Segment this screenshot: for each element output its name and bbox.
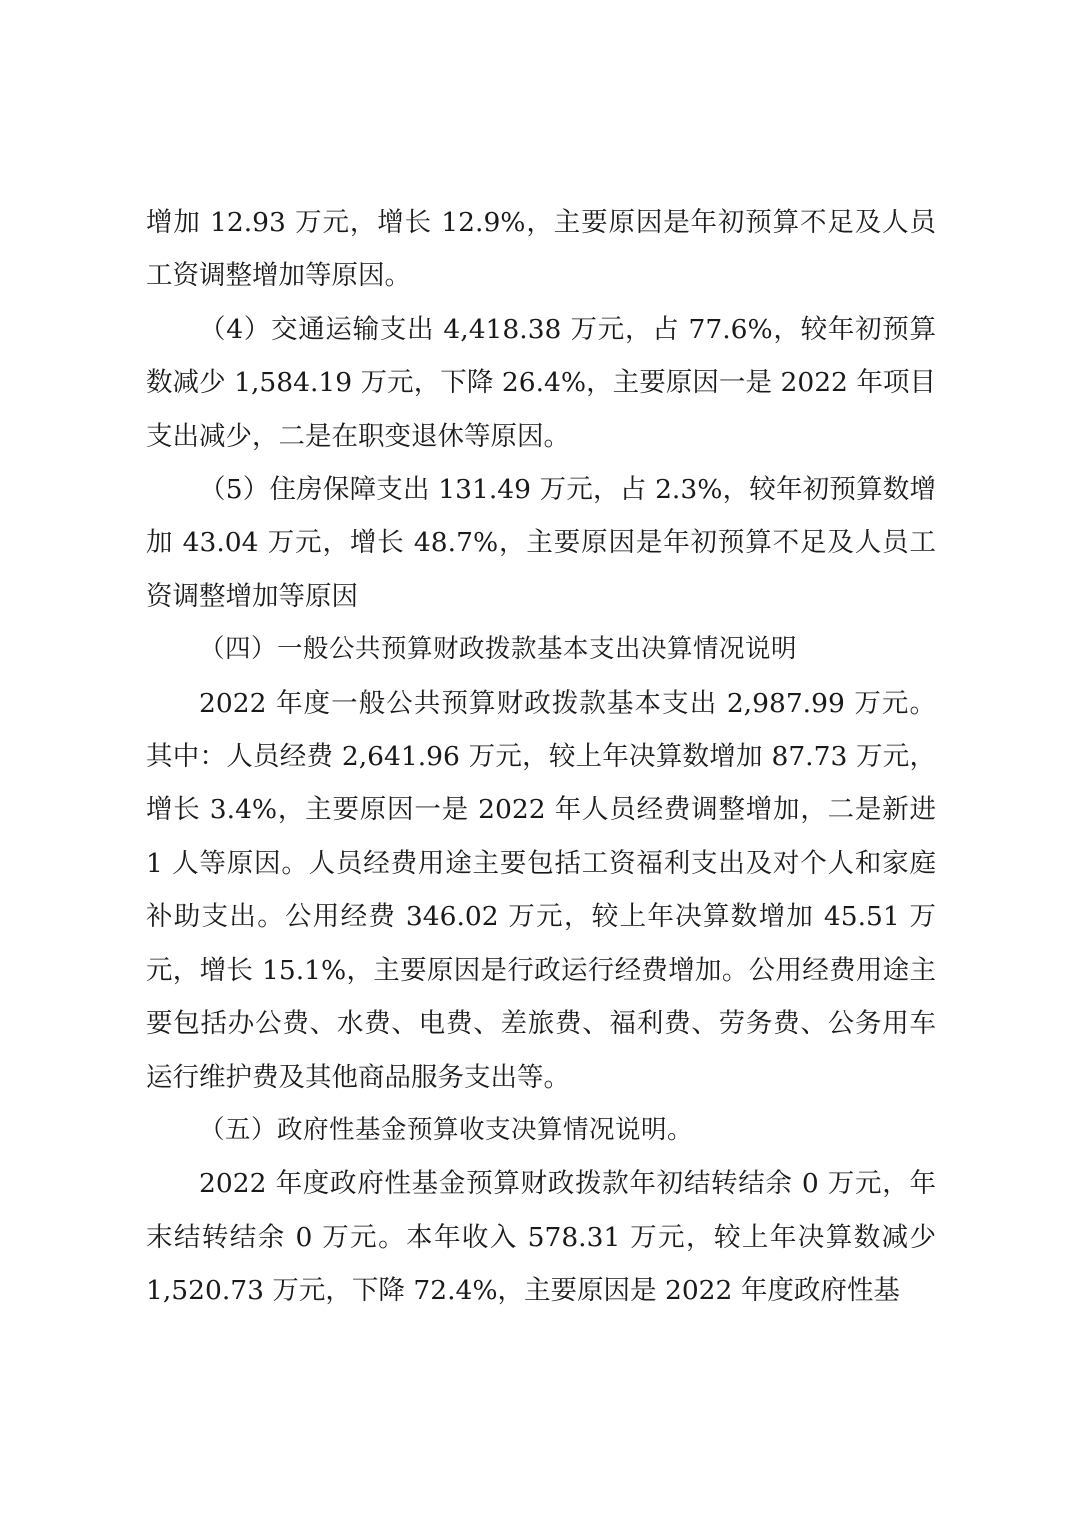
document-body	[146, 196, 936, 1318]
paragraph-government-fund-detail: 2022 年度政府性基金预算财政拨款年初结转结余 0 万元，年末结转结余 0 万元。本年收入 578.31 万元，较上年决算数减少 1,520.73 万元，下降 72.4%，主要原因是 2022 年度政府性基	[146, 1168, 936, 1307]
section-heading-basic-expense: （四）一般公共预算财政拨款基本支出决算情况说明	[199, 634, 798, 665]
paragraph-housing-security-expense: （5）住房保障支出 131.49 万元，占 2.3%，较年初预算数增加 43.04 万元，增长 48.7%，主要原因是年初预算不足及人员工资调整增加等原因	[146, 474, 936, 612]
paragraph-transport-expense: （4）交通运输支出 4,418.38 万元，占 77.6%，较年初预算数减少 1,584.19 万元，下降 26.4%，主要原因一是 2022 年项目支出减少，二是在职变退休等原因。	[146, 313, 936, 452]
paragraph-continued-housing-expense: 增加 12.93 万元，增长 12.9%，主要原因是年初预算不足及人员工资调整增加等原因。	[146, 207, 936, 292]
section-heading-government-fund: （五）政府性基金预算收支决算情况说明。	[199, 1114, 694, 1145]
paragraph-basic-expense-detail: 2022 年度一般公共预算财政拨款基本支出 2,987.99 万元。其中：人员经费 2,641.96 万元，较上年决算数增加 87.73 万元，增长 3.4%，主要原因一是 2022 年人员经费调整增加，二是新进 1 人等原因。人员经费用途主要包括工资福利支出及对个人和家庭补助支出。公用经费 346.02 万元，较上年决算数增加 45.51 万元，增长 15.1%，主要原因是行政运行经费增加。公用经费用途主要包括办公费、水费、电费、差旅费、福利费、劳务费、公务用车运行维护费及其他商品服务支出等。	[146, 687, 936, 1093]
